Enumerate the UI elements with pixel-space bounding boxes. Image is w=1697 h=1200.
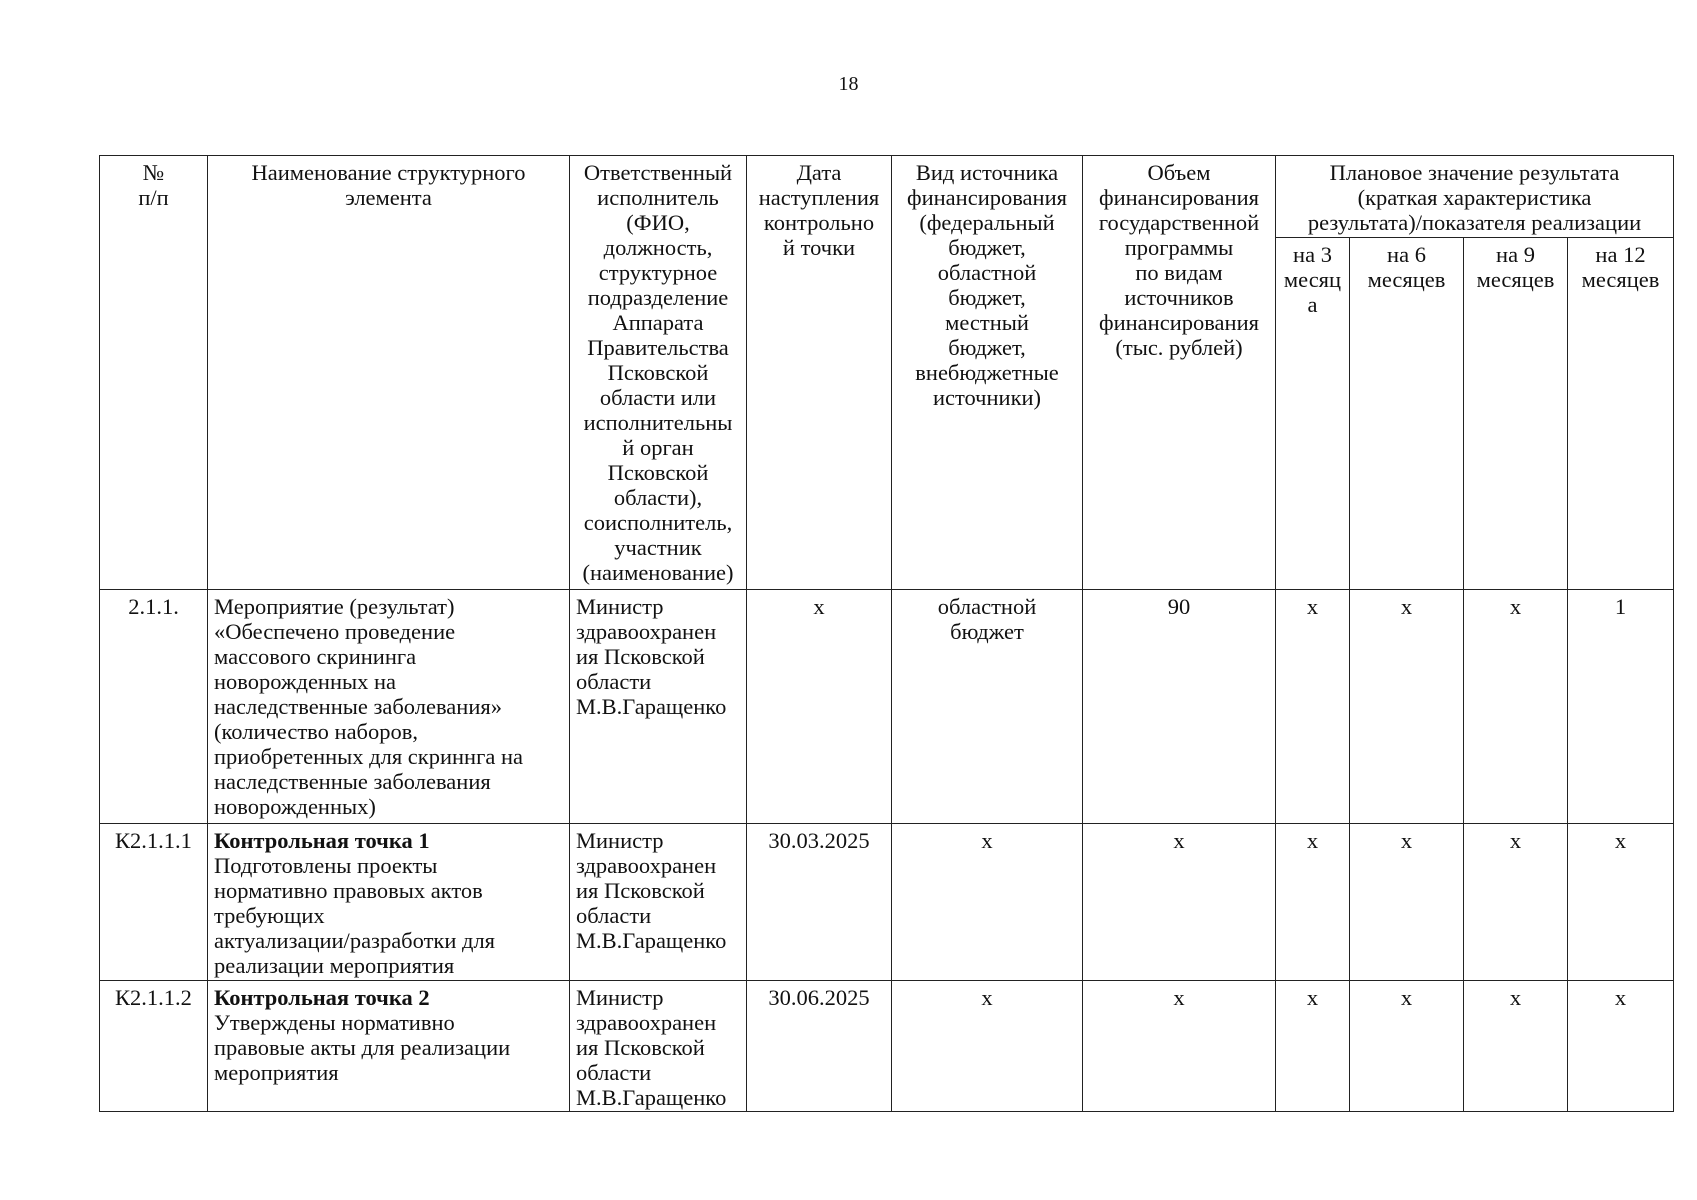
table-row [100,981,1674,1112]
cell-responsible: Министр здравоохранен ия Псковской области М.В.Гаращенко [570,824,747,981]
cell-12-months: 1 [1568,590,1674,824]
header-9-months: на 9 месяцев [1464,238,1568,590]
cell-source: х [892,981,1083,1112]
cell-date: х [747,590,892,824]
table-row [100,824,1674,981]
cell-volume: х [1083,824,1276,981]
cell-9-months: х [1464,590,1568,824]
cell-name [208,981,570,1112]
cell-volume: х [1083,981,1276,1112]
header-row [100,156,1674,238]
header-12-months: на 12 месяцев [1568,238,1674,590]
cell-name-text: Мероприятие (результат) «Обеспечено проведение массового скрининга новорожденных на наследственные заболевания» (количество наборов, приобретенных для скриннга на наследственные заболевания новорожденных) [214,594,523,819]
cell-num: К2.1.1.1 [100,824,208,981]
cell-name-text: Утверждены нормативно правовые акты для реализации мероприятия [214,1010,511,1085]
cell-3-months: х [1276,824,1350,981]
header-name: Наименование структурного элемента [208,156,570,590]
cell-num: К2.1.1.2 [100,981,208,1112]
cell-source: областной бюджет [892,590,1083,824]
cell-9-months: х [1464,824,1568,981]
header-date: Дата наступления контрольно й точки [747,156,892,590]
header-num: № п/п [100,156,208,590]
header-plan: Плановое значение результата (краткая характеристика результата)/показателя реализации [1276,156,1674,238]
cell-date: 30.06.2025 [747,981,892,1112]
page-number: 18 [838,73,859,95]
cell-name [208,590,570,824]
control-points-table [99,155,1674,1112]
cell-6-months: х [1350,590,1464,824]
cell-num: 2.1.1. [100,590,208,824]
cell-6-months: х [1350,981,1464,1112]
cell-responsible: Министр здравоохранен ия Псковской области М.В.Гаращенко [570,981,747,1112]
cell-source: х [892,824,1083,981]
cell-name [208,824,570,981]
control-point-title: Контрольная точка 1 [214,828,430,853]
cell-date: 30.03.2025 [747,824,892,981]
cell-responsible: Министр здравоохранен ия Псковской области М.В.Гаращенко [570,590,747,824]
cell-3-months: х [1276,981,1350,1112]
cell-3-months: х [1276,590,1350,824]
cell-name-text: Подготовлены проекты нормативно правовых актов требующих актуализации/разработки для реализации мероприятия [214,853,496,978]
cell-volume: 90 [1083,590,1276,824]
header-3-months: на 3 месяц а [1276,238,1350,590]
control-point-title: Контрольная точка 2 [214,985,430,1010]
cell-12-months: х [1568,824,1674,981]
header-source: Вид источника финансирования (федеральный бюджет, областной бюджет, местный бюджет, внебюджетные источники) [892,156,1083,590]
table-row [100,590,1674,824]
cell-12-months: х [1568,981,1674,1112]
header-responsible: Ответственный исполнитель (ФИО, должность, структурное подразделение Аппарата Правительства Псковской области или исполнительны й орган Псковской области), соисполнитель, участник (наименование) [570,156,747,590]
header-volume: Объем финансирования государственной программы по видам источников финансирования (тыс. рублей) [1083,156,1276,590]
cell-9-months: х [1464,981,1568,1112]
header-6-months: на 6 месяцев [1350,238,1464,590]
cell-6-months: х [1350,824,1464,981]
